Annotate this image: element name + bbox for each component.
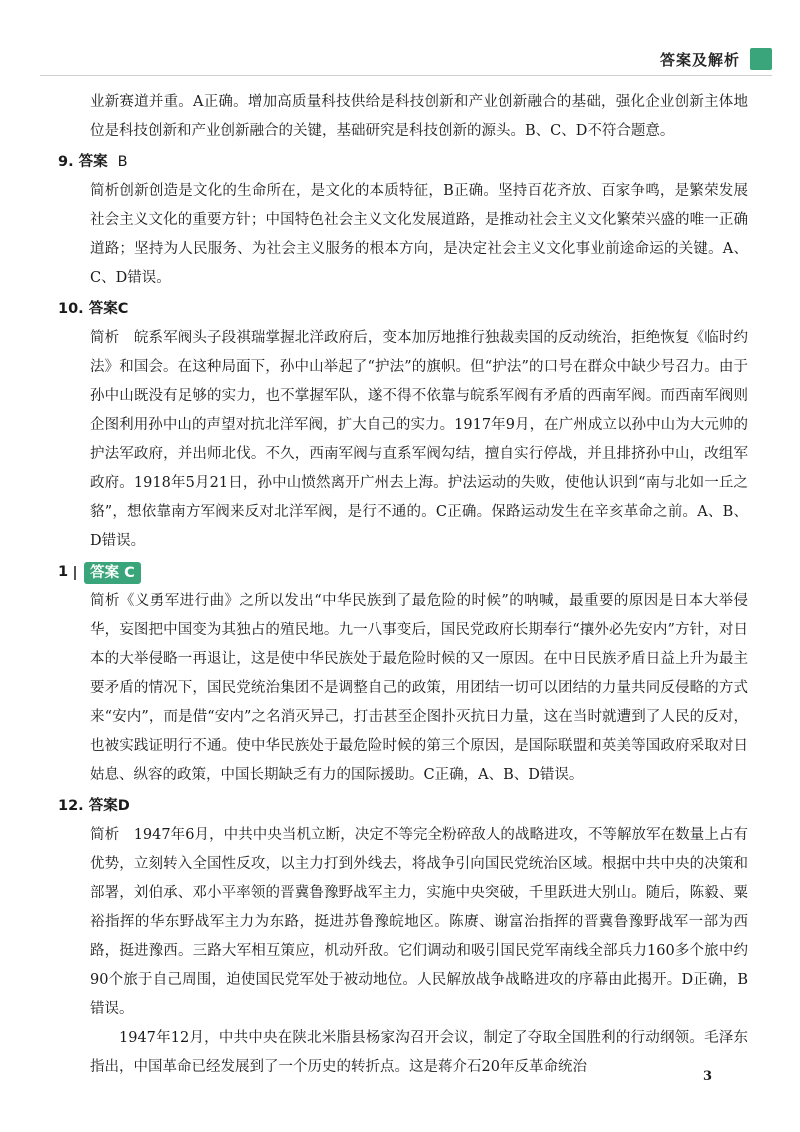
header-divider [40, 75, 772, 76]
header-accent-box [750, 48, 772, 70]
q11-marker-bar [74, 566, 76, 580]
q11-answer-badge: 答案 C [84, 562, 141, 584]
page-number: 3 [702, 1069, 712, 1084]
header-title: 答案及解析 [659, 50, 740, 69]
q11-answer-heading [58, 558, 748, 587]
q11-explanation: 简析《义勇军进行曲》之所以发出“中华民族到了最危险的时候”的呐喊，最重要的原因是日本大举侵华，妄图把中国变为其独占的殖民地。九一八事变后，国民党政府长期奉行“攘外必先安内”方针，对日本的大举侵略一再退让，这是使中华民族处于最危险时候的又一原因。在中日民族矛盾日益上升为最主要矛盾的情况下，国民党统治集团不是调整自己的政策，用团结一切可以团结的力量共同反侵略的方式来“安内”，而是借“安内”之名消灭异己，打击甚至企图扑灭抗日力量，这在当时就遭到了人民的反对，也被实践证明行不通。使中华民族处于最危险时候的第三个原因，是国际联盟和英美等国政府采取对日姑息、纵容的政策，中国长期缺乏有力的国际援助。C正确，A、B、D错误。 [90, 593, 748, 783]
q10-head: 10. 答案C [58, 301, 129, 317]
q9-answer-heading [58, 148, 748, 177]
q12-explanation-continued: 1947年12月，中共中央在陕北米脂县杨家沟召开会议，制定了夺取全国胜利的行动纲领。毛泽东指出，中国革命已经发展到了一个历史的转折点。这是蒋介石20年反革命统治 [90, 1030, 748, 1075]
q12-explanation: 简析 1947年6月，中共中央当机立断，决定不等完全粉碎敌人的战略进攻，不等解放军在数量上占有优势，立刻转入全国性反攻，以主力打到外线去，将战争引向国民党统治区域。根据中共中央的决策和部署，刘伯承、邓小平率领的晋冀鲁豫野战军主力，实施中央突破，千里跃进大别山。随后，陈毅、粟裕指挥的华东野战军主力为东路，挺进苏鲁豫皖地区。陈赓、谢富治指挥的晋冀鲁豫野战军一部为西路，挺进豫西。三路大军相互策应，机动歼敌。它们调动和吸引国民党军南线全部兵力160多个旅中约90个旅于自己周围，迫使国民党军处于被动地位。人民解放战争战略进攻的序幕由此揭开。D正确，B错误。 [90, 827, 748, 1017]
answer-content [58, 88, 748, 1082]
q12-answer-heading [58, 792, 748, 821]
q11-number: 1 [58, 564, 69, 580]
page-header [650, 47, 772, 71]
q9-answer-letter: B [117, 154, 128, 170]
q9-explanation: 简析创新创造是文化的生命所在，是文化的本质特征，B正确。坚持百花齐放、百家争鸣，是繁荣发展社会主义文化的重要方针；中国特色社会主义文化发展道路，是推动社会主义文化繁荣兴盛的唯一正确道路；坚持为人民服务、为社会主义服务的根本方向，是决定社会主义文化事业前途命运的关键。A、C、D错误。 [90, 183, 748, 286]
q10-answer-heading [58, 295, 748, 324]
q9-head: 9. 答案 [58, 154, 108, 170]
continuation-text: 业新赛道并重。A正确。增加高质量科技供给是科技创新和产业创新融合的基础，强化企业创新主体地位是科技创新和产业创新融合的关键，基础研究是科技创新的源头。B、C、D不符合题意。 [90, 94, 748, 139]
q12-head: 12. 答案D [58, 798, 130, 814]
q10-explanation: 简析 皖系军阀头子段祺瑞掌握北洋政府后，变本加厉地推行独裁卖国的反动统治，拒绝恢复《临时约法》和国会。在这种局面下，孙中山举起了“护法”的旗帜。但“护法”的口号在群众中缺少号召力。由于孙中山既没有足够的实力，也不掌握军队，遂不得不依靠与皖系军阀有矛盾的西南军阀。而西南军阀则企图利用孙中山的声望对抗北洋军阀，扩大自己的实力。1917年9月，在广州成立以孙中山为大元帅的护法军政府，并出师北伐。不久，西南军阀与直系军阀勾结，擅自实行停战，并且排挤孙中山，改组军政府。1918年5月21日，孙中山愤然离开广州去上海。护法运动的失败，使他认识到“南与北如一丘之貉”，想依靠南方军阀来反对北洋军阀，是行不通的。C正确。保路运动发生在辛亥革命之前。A、B、D错误。 [90, 330, 748, 549]
